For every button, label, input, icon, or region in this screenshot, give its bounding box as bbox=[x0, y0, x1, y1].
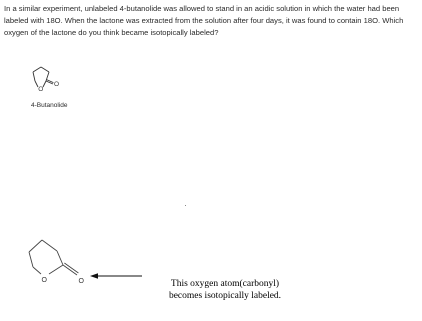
butanolide-structure-large bbox=[25, 232, 150, 288]
answer-line-1: This oxygen atom(carbonyl) bbox=[170, 279, 280, 289]
butanolide-structure-small bbox=[26, 62, 66, 96]
stray-dot bbox=[185, 205, 186, 206]
arrow-icon bbox=[90, 273, 142, 278]
molecule-name-label: 4-Butanolide bbox=[31, 102, 68, 109]
question-text: In a similar experiment, unlabeled 4-butanolide was allowed to stand in an acidic solution in which the water had been labeled with 18O. When the lactone was extracted from the solution after four days, it was found to contain 18O. Which oxygen of the lactone do you think became isotopically labeled? bbox=[4, 4, 404, 37]
answer-text bbox=[140, 278, 310, 302]
carbonyl-oxygen-label: O bbox=[54, 81, 60, 88]
answer-line-2: becomes isotopically labeled. bbox=[168, 291, 282, 301]
carbonyl-oxygen-label: O bbox=[78, 278, 84, 285]
ring-oxygen-label: O bbox=[38, 86, 44, 93]
ring-oxygen-label: O bbox=[41, 277, 47, 284]
